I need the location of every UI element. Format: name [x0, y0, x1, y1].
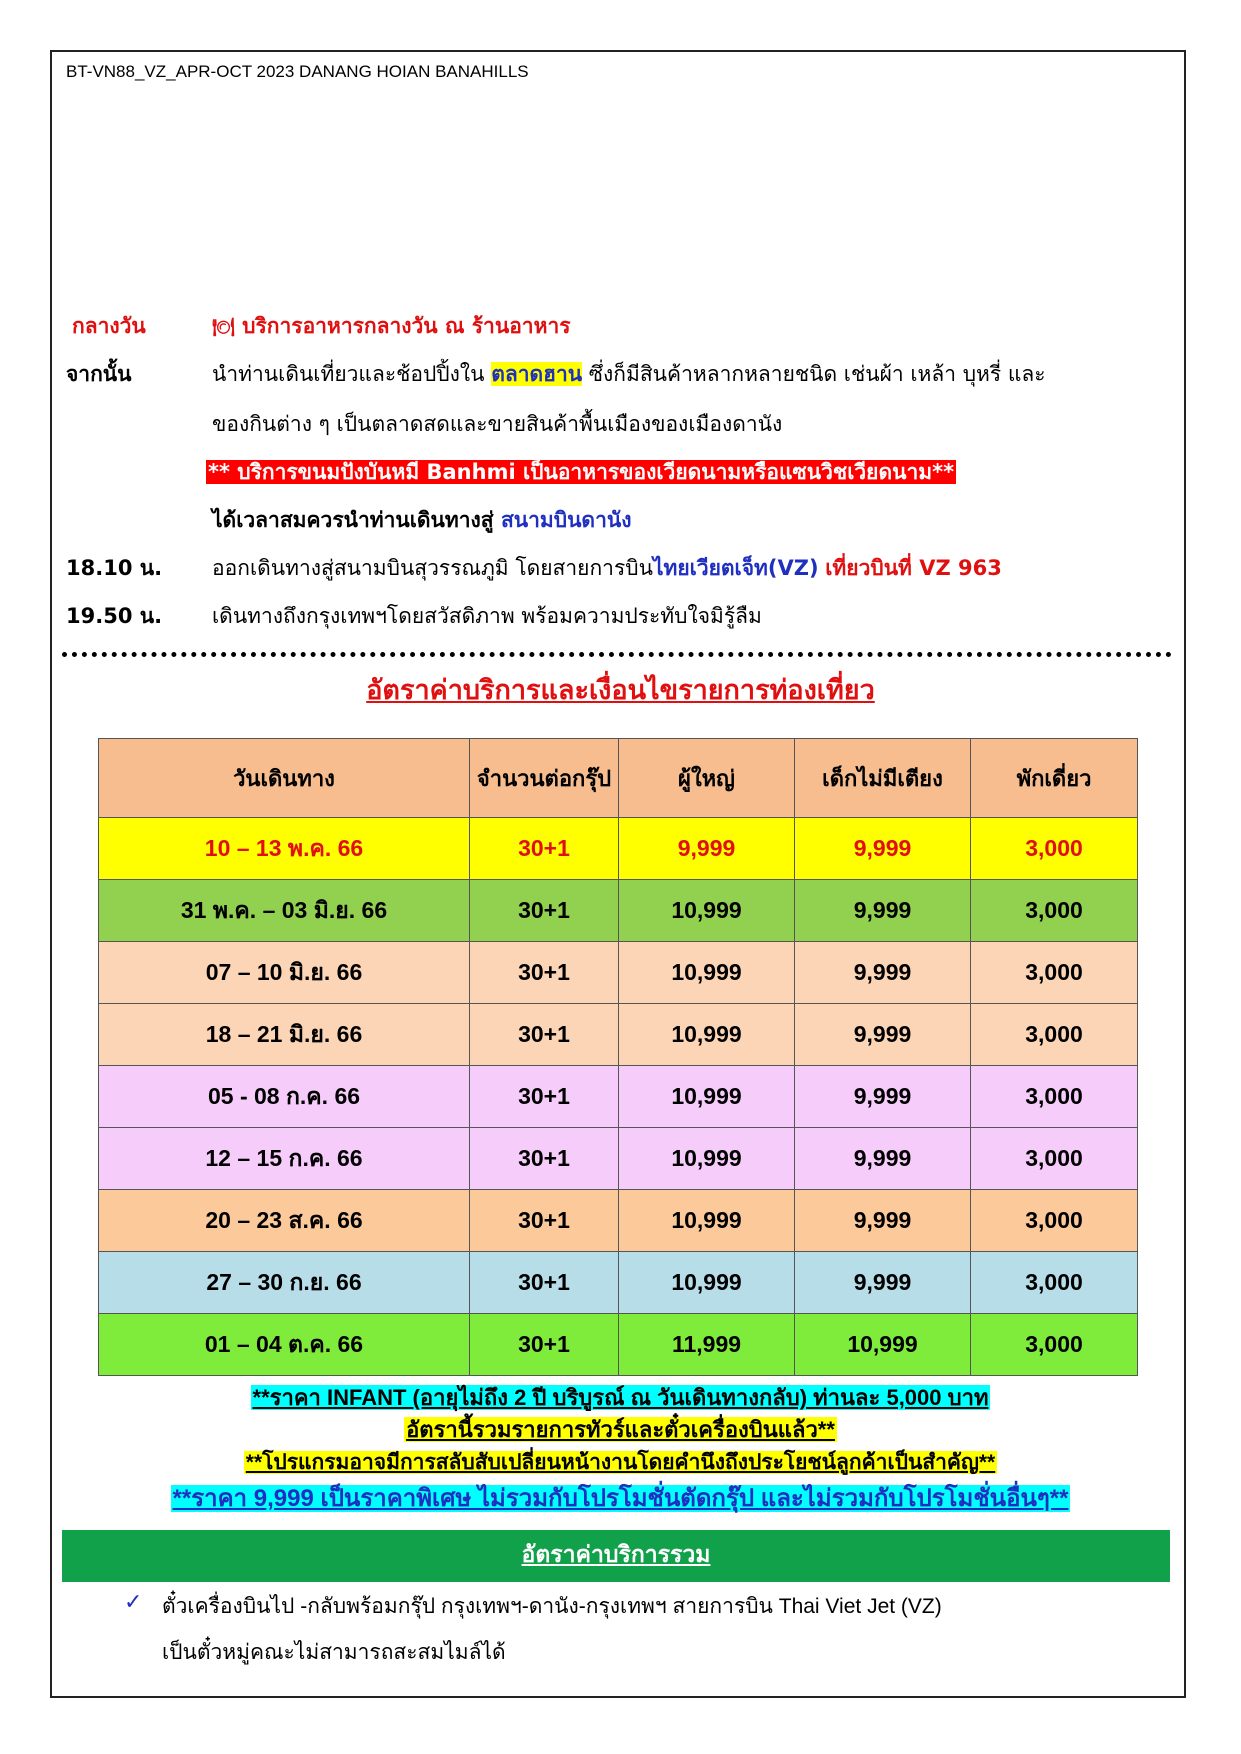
cell-adult: 10,999	[619, 1190, 795, 1252]
cell-group: 30+1	[470, 1314, 619, 1376]
table-row	[99, 1066, 1138, 1128]
departure-text: ออกเดินทางสู่สนามบินสุวรรณภูมิ โดยสายการบิน	[212, 556, 653, 580]
cell-adult: 10,999	[619, 942, 795, 1004]
cell-date: 07 – 10 มิ.ย. 66	[99, 942, 470, 1004]
cell-child: 9,999	[795, 1004, 971, 1066]
departure-text-wrap	[212, 554, 1002, 582]
table-row	[99, 1190, 1138, 1252]
cell-single: 3,000	[971, 1128, 1138, 1190]
table-row	[99, 1004, 1138, 1066]
header-adult: ผู้ใหญ่	[619, 739, 795, 818]
header-date: วันเดินทาง	[99, 739, 470, 818]
rate-table	[98, 738, 1138, 1376]
cell-date: 10 – 13 พ.ค. 66	[99, 818, 470, 880]
cell-child: 9,999	[795, 1190, 971, 1252]
after-text-1	[212, 360, 1046, 388]
table-row	[99, 1314, 1138, 1376]
checkmark-icon: ✓	[124, 1590, 143, 1615]
cell-adult: 10,999	[619, 1004, 795, 1066]
cell-date: 31 พ.ค. – 03 มิ.ย. 66	[99, 880, 470, 942]
cell-group: 30+1	[470, 1252, 619, 1314]
cell-date: 01 – 04 ต.ค. 66	[99, 1314, 470, 1376]
departure-time: 18.10 น.	[66, 556, 163, 580]
after-label: จากนั้น	[66, 362, 132, 386]
lunch-label: กลางวัน	[72, 314, 146, 338]
lunch-text: บริการอาหารกลางวัน ณ ร้านอาหาร	[242, 314, 571, 338]
infant-note-1: **ราคา INFANT (อายุไม่ถึง 2 ปี บริบูรณ์ ณ วันเดินทางกลับ) ท่านละ 5,000 บาท	[252, 1385, 989, 1410]
cell-single: 3,000	[971, 1190, 1138, 1252]
cell-adult: 10,999	[619, 1066, 795, 1128]
cell-adult: 11,999	[619, 1314, 795, 1376]
program-note-wrap	[0, 1446, 1241, 1479]
cell-adult: 10,999	[619, 880, 795, 942]
cell-single: 3,000	[971, 1066, 1138, 1128]
cell-group: 30+1	[470, 942, 619, 1004]
cell-group: 30+1	[470, 1128, 619, 1190]
cell-single: 3,000	[971, 1252, 1138, 1314]
cell-date: 12 – 15 ก.ค. 66	[99, 1128, 470, 1190]
cell-child: 9,999	[795, 880, 971, 942]
airport-pre: ได้เวลาสมควรนำท่านเดินทางสู่	[212, 508, 494, 532]
header-group: จำนวนต่อกรุ๊ป	[470, 739, 619, 818]
han-market: ตลาดฮาน	[491, 362, 583, 386]
cell-single: 3,000	[971, 1314, 1138, 1376]
rate-table-header	[99, 739, 1138, 818]
departure-airline: ไทยเวียตเจ็ท(VZ)	[652, 556, 819, 580]
cell-single: 3,000	[971, 880, 1138, 942]
special-price-note: **ราคา 9,999 เป็นราคาพิเศษ ไม่รวมกับโปรโมชั่นตัดกรุ๊ป และไม่รวมกับโปรโมชั่นอื่นๆ**	[172, 1485, 1069, 1512]
arrival-time: 19.50 น.	[66, 604, 163, 628]
airport-text	[212, 506, 631, 534]
dotted-divider	[62, 652, 1172, 657]
cell-child: 9,999	[795, 1252, 971, 1314]
cell-adult: 9,999	[619, 818, 795, 880]
infant-note-1-wrap	[0, 1380, 1241, 1415]
table-row	[99, 818, 1138, 880]
after-text-2: ของกินต่าง ๆ เป็นตลาดสดและขายสินค้าพื้นเมืองของเมืองดานัง	[212, 412, 783, 436]
plate-icon: 🍽	[212, 317, 235, 338]
cell-group: 30+1	[470, 1066, 619, 1128]
included-item-1-line-1: ตั๋วเครื่องบินไป -กลับพร้อมกรุ๊ป กรุงเทพฯ-ดานัง-กรุงเทพฯ สายการบิน Thai Viet Jet (VZ)	[162, 1595, 942, 1618]
table-row	[99, 942, 1138, 1004]
cell-date: 18 – 21 มิ.ย. 66	[99, 1004, 470, 1066]
after-text-pre: นำท่านเดินเที่ยวและช้อปปิ้งใน	[212, 362, 485, 386]
cell-child: 9,999	[795, 942, 971, 1004]
program-note: **โปรแกรมอาจมีการสลับสับเปลี่ยนหน้างานโดยคำนึงถึงประโยชน์ลูกค้าเป็นสำคัญ**	[245, 1451, 996, 1474]
cell-child: 9,999	[795, 1128, 971, 1190]
special-note-wrap	[0, 1478, 1241, 1517]
rates-section-title: อัตราค่าบริการและเงื่อนไขรายการท่องเที่ยว	[366, 675, 875, 706]
departure-flight: เที่ยวบินที่ VZ 963	[825, 556, 1002, 580]
cell-group: 30+1	[470, 818, 619, 880]
cell-group: 30+1	[470, 1190, 619, 1252]
header-single: พักเดี่ยว	[971, 739, 1138, 818]
cell-single: 3,000	[971, 818, 1138, 880]
rate-table-body	[99, 818, 1138, 1376]
cell-single: 3,000	[971, 942, 1138, 1004]
document-code: BT-VN88_VZ_APR-OCT 2023 DANANG HOIAN BANAHILLS	[66, 62, 529, 81]
cell-child: 10,999	[795, 1314, 971, 1376]
cell-group: 30+1	[470, 1004, 619, 1066]
header-child: เด็กไม่มีเตียง	[795, 739, 971, 818]
airport-name: สนามบินดานัง	[500, 508, 632, 532]
cell-adult: 10,999	[619, 1252, 795, 1314]
cell-group: 30+1	[470, 880, 619, 942]
cell-child: 9,999	[795, 818, 971, 880]
cell-date: 05 - 08 ก.ค. 66	[99, 1066, 470, 1128]
lunch-text-wrap	[212, 312, 571, 340]
banhmi-note: ** บริการขนมปังบันหมี Banhmi เป็นอาหารของเวียดนามหรือแซนวิชเวียดนาม**	[208, 460, 955, 484]
included-item-1-line-2: เป็นตั๋วหมู่คณะไม่สามารถสะสมไมล์ได้	[162, 1641, 506, 1664]
table-row	[99, 1128, 1138, 1190]
cell-adult: 10,999	[619, 1128, 795, 1190]
infant-note-2-wrap	[0, 1412, 1241, 1447]
cell-child: 9,999	[795, 1066, 971, 1128]
cell-date: 20 – 23 ส.ค. 66	[99, 1190, 470, 1252]
arrival-text: เดินทางถึงกรุงเทพฯโดยสวัสดิภาพ พร้อมความประทับใจมิรู้ลืม	[212, 604, 762, 628]
cell-single: 3,000	[971, 1004, 1138, 1066]
after-text-post: ซึ่งก็มีสินค้าหลากหลายชนิด เช่นผ้า เหล้า บุหรี่ และ	[588, 362, 1046, 386]
infant-note-2: อัตรานี้รวมรายการทัวร์และตั๋วเครื่องบินแล้ว**	[406, 1417, 835, 1442]
cell-date: 27 – 30 ก.ย. 66	[99, 1252, 470, 1314]
table-row	[99, 1252, 1138, 1314]
table-row	[99, 880, 1138, 942]
included-title: อัตราค่าบริการรวม	[62, 1530, 1170, 1582]
